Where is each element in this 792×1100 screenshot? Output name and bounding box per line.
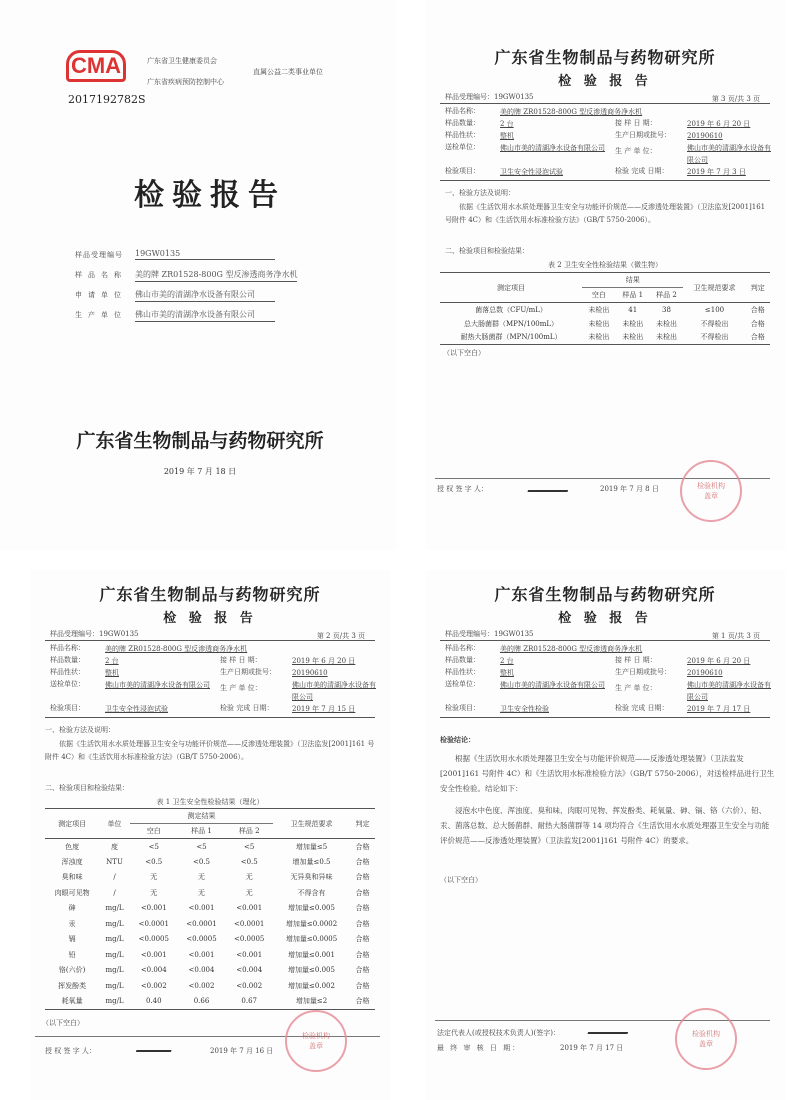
field-value: 美的牌 ZR01528-800G 型反渗透商务净水机 xyxy=(135,269,297,282)
section-2-heading: 二、检验项目和检验结果： xyxy=(45,784,129,792)
conclusion-para-1: 根据《生活饮用水水质处理器卫生安全与功能评价规范——反渗透处理装置》（卫法监发[2001]161 号附件 4C）和《生活饮用水标准检验方法》（GB/T 5750-2006），对送检样品进行卫生安全性检验。结论如下： xyxy=(440,754,775,793)
blank-note: （以下空白） xyxy=(42,1019,84,1027)
report-title: 检 验 报 告 xyxy=(558,74,652,89)
table-cell: 臭和味 xyxy=(61,873,83,882)
table-cell: mg/L xyxy=(105,966,124,975)
signature xyxy=(527,478,572,492)
field-label: 检验 完成 日期： xyxy=(615,704,669,712)
table-cell: 铬(六价) xyxy=(58,966,86,975)
cma-logo: CMA xyxy=(66,50,126,82)
header-cell: 测定结果 xyxy=(130,809,273,824)
report-title: 检 验 报 告 xyxy=(558,611,652,626)
table-cell: <0.0005 xyxy=(138,935,169,944)
table-cell: 镉 xyxy=(68,935,76,944)
field-value: 整机 xyxy=(500,132,514,140)
field-label: 检验 完成 日期： xyxy=(220,704,274,712)
accept-number: 样品受理编号：19GW0135 xyxy=(50,630,139,638)
blank-note: （以下空白） xyxy=(440,876,482,884)
divider xyxy=(440,103,770,104)
table-cell: <5 xyxy=(148,842,159,851)
institute-title: 广东省生物制品与药物研究所 xyxy=(494,585,716,604)
field-value: 2019 年 6 月 20 日 xyxy=(687,120,751,128)
header-cell: 卫生规范要求 xyxy=(290,819,333,828)
cover-page xyxy=(0,0,396,550)
stamp-text: 检验机构 xyxy=(692,1030,720,1038)
table-cell: 合格 xyxy=(355,919,370,928)
stamp-text: 检验机构 xyxy=(302,1032,330,1040)
table-cell: 色度 xyxy=(65,842,80,851)
section-1-heading: 一、检验方法及说明： xyxy=(45,726,115,734)
table-cell: 无 xyxy=(150,873,158,882)
section-1-heading: 一、检验方法及说明： xyxy=(445,189,515,197)
divider xyxy=(440,180,770,181)
cert-number: 2017192782S xyxy=(68,93,146,106)
table-cell: 未检出 xyxy=(588,319,610,328)
table-cell: <0.5 xyxy=(240,857,258,866)
table-cell: 不得检出 xyxy=(700,319,729,328)
table-row xyxy=(45,978,375,994)
cover-title: 检验报告 xyxy=(134,178,286,213)
table-cell: 砷 xyxy=(68,904,76,913)
field-value: 2019 年 6 月 20 日 xyxy=(292,657,356,665)
stamp-sub: 盖章 xyxy=(699,1040,713,1048)
table-cell: 增加量≤0.005 xyxy=(288,966,335,975)
table-cell: 合格 xyxy=(750,333,765,342)
signature xyxy=(136,1040,175,1052)
table-cell: 合格 xyxy=(355,873,370,882)
table-cell: 无 xyxy=(245,873,253,882)
table-cell: 38 xyxy=(662,305,671,314)
table-cell: 0.40 xyxy=(145,997,162,1005)
table-row xyxy=(45,994,375,1010)
table-cell: 未检出 xyxy=(588,333,610,342)
table-cell: mg/L xyxy=(105,950,124,959)
table-cell: 菌落总数（CFU/mL） xyxy=(475,305,547,314)
field-label: 接 样 日 期： xyxy=(220,656,262,664)
field-label: 样品名称： xyxy=(445,107,480,115)
header-cell: 卫生规范要求 xyxy=(693,283,736,292)
table-row xyxy=(45,870,375,886)
field-value: 佛山市美的清湖净水设备有限公司 xyxy=(687,144,771,164)
table-cell: <0.001 xyxy=(140,904,167,913)
table-cell: <0.001 xyxy=(236,950,263,959)
table-cell: 汞 xyxy=(68,919,76,928)
field-label: 样品名称： xyxy=(50,644,85,652)
table-cell: 合格 xyxy=(355,904,370,913)
table-cell: <0.001 xyxy=(236,904,263,913)
table-cell: NTU xyxy=(106,857,123,866)
sign-label: 法定代表人(或授权技术负责人)(签字)： xyxy=(437,1029,560,1037)
table-cell: <0.0005 xyxy=(186,935,217,944)
org-name-2: 广东省疾病预防控制中心 xyxy=(147,78,224,86)
table-row xyxy=(45,932,375,948)
table-cell: 无 xyxy=(197,888,205,897)
header-cell: 样品 2 xyxy=(656,291,677,299)
table-cell: 耐热大肠菌群（MPN/100mL） xyxy=(460,333,562,342)
accept-number: 样品受理编号：19GW0135 xyxy=(445,93,534,101)
field-label: 生 产 单 位： xyxy=(220,684,262,692)
sign-date: 2019 年 7 月 16 日 xyxy=(210,1047,274,1055)
header-cell: 样品 1 xyxy=(622,291,644,299)
field-value: 佛山市美的清湖净水设备有限公司 xyxy=(500,144,605,152)
field-value: 20190610 xyxy=(687,132,723,140)
sign-date: 2019 年 7 月 17 日 xyxy=(560,1044,624,1052)
table-cell: mg/L xyxy=(105,997,124,1005)
blank-note: （以下空白） xyxy=(443,349,485,357)
field-label: 生产日期或批号： xyxy=(220,668,276,676)
table-row xyxy=(440,331,770,345)
table-cell: <0.002 xyxy=(140,981,167,990)
field-label: 接 样 日 期： xyxy=(615,656,657,664)
field-label: 样品数量： xyxy=(445,656,480,664)
field-value: 佛山市美的清湖净水设备有限公司 xyxy=(135,309,275,322)
header-cell: 测定项目 xyxy=(58,819,87,828)
header-cell: 判定 xyxy=(750,283,765,292)
table-cell: 增加量≤0.0005 xyxy=(285,935,338,944)
table-cell: <0.5 xyxy=(192,857,210,866)
divider xyxy=(45,640,375,641)
header-cell: 样品 1 xyxy=(191,827,212,835)
table-cell: 合格 xyxy=(355,966,370,975)
table-cell: 增加量≤5 xyxy=(295,842,328,851)
table-row xyxy=(45,916,375,932)
header-cell: 样品 2 xyxy=(238,827,260,835)
table-cell: mg/L xyxy=(105,935,124,944)
cover-institute: 广东省生物制品与药物研究所 xyxy=(76,430,324,452)
stamp-sub: 盖章 xyxy=(309,1042,323,1050)
table-row xyxy=(45,947,375,963)
table-cell: 增加量≤2 xyxy=(295,997,328,1005)
divider xyxy=(45,717,375,718)
table-cell: 浑浊度 xyxy=(61,857,83,866)
section-2-heading: 二、检验项目和检验结果： xyxy=(445,247,529,255)
table-cell: 合格 xyxy=(355,997,370,1005)
table-row xyxy=(440,317,770,331)
table-cell: 无 xyxy=(245,888,253,897)
table-cell: <0.001 xyxy=(188,904,215,913)
field-value: 美的牌 ZR01528-800G 型反渗透商务净水机 xyxy=(105,645,248,653)
conclusion-para-2: 浸泡水中色度、浑浊度、臭和味、肉眼可见物、挥发酚类、耗氧量、砷、镉、铬（六价）、铅、汞、菌落总数、总大肠菌群、耐热大肠菌群等 14 项均符合《生活饮用水水质处理器卫生安全与功能评价规范——反渗透处理装置》（卫法监发[2001]161 号附件 4C）的要求。 xyxy=(440,806,770,845)
field-value: 美的牌 ZR01528-800G 型反渗透商务净水机 xyxy=(500,108,643,116)
report-title: 检 验 报 告 xyxy=(163,611,257,626)
table-title: 表 1 卫生安全性检验结果（理化） xyxy=(156,798,264,806)
table-row xyxy=(45,901,375,917)
table-row xyxy=(440,303,770,317)
divider xyxy=(440,717,770,718)
field-value: 2 台 xyxy=(500,120,514,128)
table-row xyxy=(45,854,375,870)
report-page-1 xyxy=(425,570,785,1100)
sign-date: 2019 年 7 月 8 日 xyxy=(600,485,659,493)
table-cell: 总大肠菌群（MPN/100mL） xyxy=(464,319,559,328)
table-cell: <0.0001 xyxy=(234,919,265,928)
inspection-stamp xyxy=(680,460,742,522)
method-text: 依据《生活饮用水水质处理器卫生安全与功能评价规范——反渗透处理装置》（卫法监发[2001]161 号附件 4C）和《生活饮用水标准检验方法》（GB/T 5750-2006）。 xyxy=(45,740,375,761)
table-cell: 增加量≤0.001 xyxy=(288,950,335,959)
field-label: 样品性状： xyxy=(445,668,480,676)
table-cell: 合格 xyxy=(750,319,765,328)
field-label: 样品数量： xyxy=(445,119,480,127)
stamp-sub: 盖章 xyxy=(704,492,718,500)
table-cell: 0.66 xyxy=(193,997,210,1005)
field-label: 送检单位： xyxy=(445,680,480,688)
field-value: 19GW0135 xyxy=(135,249,275,260)
table-cell: ≤100 xyxy=(704,305,725,314)
table-cell: <0.0005 xyxy=(234,935,265,944)
header-cell: 结果 xyxy=(582,273,683,288)
table-cell: 无异臭和异味 xyxy=(290,873,333,882)
report-page-2 xyxy=(30,570,390,1100)
field-label: 检验项目： xyxy=(445,167,480,175)
field-label: 样品名称： xyxy=(445,644,480,652)
conclusion-heading: 检验结论： xyxy=(440,735,475,744)
page-number: 第 2 页/共 3 页 xyxy=(316,632,365,640)
table-cell: 挥发酚类 xyxy=(58,981,87,990)
table-cell: 不得检出 xyxy=(700,333,729,342)
table-cell: 无 xyxy=(197,873,205,882)
divider xyxy=(440,640,770,641)
table-cell: 合格 xyxy=(355,935,370,944)
table-cell: 合格 xyxy=(355,842,370,851)
table-cell: 未检出 xyxy=(622,319,644,328)
field-value: 2019 年 7 月 15 日 xyxy=(292,705,356,713)
field-label: 检验 完成 日期： xyxy=(615,167,669,175)
field-value: 20190610 xyxy=(292,669,328,677)
field-label: 生产日期或批号： xyxy=(615,131,671,139)
table-cell: 未检出 xyxy=(622,333,644,342)
table-row xyxy=(45,885,375,901)
field-label: 生 产 单 位： xyxy=(615,684,657,692)
field-value: 2019 年 7 月 3 日 xyxy=(687,168,746,176)
header-cell: 空白 xyxy=(146,827,161,835)
table-cell: 不得含有 xyxy=(297,888,326,897)
table-cell: 合格 xyxy=(355,857,370,866)
inspection-stamp xyxy=(675,1008,737,1070)
page-number: 第 1 页/共 3 页 xyxy=(711,632,760,640)
stamp-text: 检验机构 xyxy=(697,482,725,490)
header-cell: 空白 xyxy=(591,291,606,299)
institute-title: 广东省生物制品与药物研究所 xyxy=(494,48,716,67)
signature xyxy=(587,1020,632,1034)
table-cell: 未检出 xyxy=(656,333,677,342)
method-text: 依据《生活饮用水水质处理器卫生安全与功能评价规范——反渗透处理装置》（卫法监发[2001]161 号附件 4C）和《生活饮用水标准检验方法》（GB/T 5750-2006）。 xyxy=(445,203,766,224)
table-cell: 合格 xyxy=(355,888,370,897)
table-title: 表 2 卫生安全性检验结果（微生物） xyxy=(548,261,662,269)
report-page-3 xyxy=(425,0,785,550)
table-row xyxy=(45,839,375,855)
field-value: 2 台 xyxy=(105,657,119,665)
table-cell: / xyxy=(113,873,116,882)
table-cell: mg/L xyxy=(105,981,124,990)
field-label: 生产单位 xyxy=(75,311,127,319)
field-value: 2019 年 7 月 17 日 xyxy=(687,705,751,713)
table-cell: / xyxy=(113,888,116,897)
header-cell: 测定项目 xyxy=(497,283,525,292)
field-label: 送检单位： xyxy=(50,680,85,688)
table-cell: <0.5 xyxy=(145,857,163,866)
table-cell: 41 xyxy=(628,305,638,314)
table-cell: <0.004 xyxy=(188,966,215,975)
sign-label: 授 权 签 字 人： xyxy=(437,485,488,493)
field-label: 生 产 单 位： xyxy=(615,147,657,155)
table-header-row xyxy=(45,809,375,824)
table-cell: <5 xyxy=(196,842,207,851)
field-value: 美的牌 ZR01528-800G 型反渗透商务净水机 xyxy=(500,645,643,653)
table-cell: mg/L xyxy=(105,919,124,928)
field-value: 2 台 xyxy=(500,657,514,665)
field-label: 检验项目： xyxy=(50,704,85,712)
table-cell: 增加量≤0.002 xyxy=(288,981,335,990)
org-name-1: 广东省卫生健康委员会 xyxy=(147,57,217,65)
table-cell: <5 xyxy=(244,842,255,851)
inspection-stamp xyxy=(285,1010,347,1072)
header-cell: 判定 xyxy=(355,819,370,828)
field-value: 整机 xyxy=(500,669,514,677)
table-cell: 增加量≤0.005 xyxy=(288,904,335,913)
field-label: 接 样 日 期： xyxy=(615,119,657,127)
table-cell: 0.67 xyxy=(241,997,257,1005)
results-table xyxy=(45,808,375,1010)
field-value: 2019 年 6 月 20 日 xyxy=(687,657,751,665)
field-value: 佛山市美的清湖净水设备有限公司 xyxy=(687,681,771,701)
field-label: 样品名称 xyxy=(75,271,127,279)
field-label: 样品性状： xyxy=(445,131,480,139)
review-label: 最 终 审 核 日 期： xyxy=(437,1044,522,1052)
field-value: 卫生安全性检验 xyxy=(500,705,549,713)
field-value: 整机 xyxy=(105,669,119,677)
table-cell: <0.002 xyxy=(236,981,263,990)
header-cell: 单位 xyxy=(107,819,122,828)
field-label: 送检单位： xyxy=(445,143,480,151)
table-cell: <0.0001 xyxy=(186,919,217,928)
table-cell: <0.002 xyxy=(188,981,215,990)
table-cell: 未检出 xyxy=(656,319,677,328)
field-value: 佛山市美的清湖净水设备有限公司 xyxy=(292,681,376,701)
institute-title: 广东省生物制品与药物研究所 xyxy=(99,585,321,604)
table-cell: 合格 xyxy=(355,950,370,959)
table-row xyxy=(45,963,375,979)
field-value: 佛山市美的清湖净水设备有限公司 xyxy=(500,681,605,689)
table-cell: 增加量≤0.0002 xyxy=(285,919,338,928)
field-value: 20190610 xyxy=(687,669,723,677)
field-label: 样品数量： xyxy=(50,656,85,664)
table-cell: <0.004 xyxy=(236,966,263,975)
field-value: 佛山市美的清湖净水设备有限公司 xyxy=(135,289,275,302)
table-cell: 度 xyxy=(111,842,119,851)
field-value: 卫生安全性浸泡试验 xyxy=(105,705,168,713)
table-cell: 无 xyxy=(150,888,158,897)
results-table xyxy=(440,272,770,345)
field-label: 申请单位 xyxy=(75,291,127,299)
table-cell: 合格 xyxy=(750,305,765,314)
accept-number: 样品受理编号：19GW0135 xyxy=(445,630,534,638)
table-cell: <0.001 xyxy=(140,950,167,959)
field-value: 佛山市美的清湖净水设备有限公司 xyxy=(105,681,210,689)
table-cell: 增加量≤0.5 xyxy=(292,857,331,866)
cover-date: 2019 年 7 月 18 日 xyxy=(163,467,237,476)
field-label: 生产日期或批号： xyxy=(615,668,671,676)
sign-label: 授 权 签 字 人： xyxy=(45,1047,96,1055)
table-cell: 未检出 xyxy=(588,305,610,314)
field-label: 检验项目： xyxy=(445,704,480,712)
table-cell: <0.001 xyxy=(188,950,215,959)
field-value: 卫生安全性浸泡试验 xyxy=(500,168,563,176)
field-label: 样品性状： xyxy=(50,668,85,676)
table-cell: <0.004 xyxy=(140,966,167,975)
table-header-row xyxy=(440,273,770,288)
table-cell: <0.0001 xyxy=(138,919,169,928)
org-type: 直属公益二类事业单位 xyxy=(253,68,323,76)
page-number: 第 3 页/共 3 页 xyxy=(711,95,760,103)
table-cell: mg/L xyxy=(105,904,124,913)
table-cell: 合格 xyxy=(355,981,370,990)
table-cell: 肉眼可见物 xyxy=(54,888,90,897)
table-cell: 铅 xyxy=(68,950,76,959)
table-cell: 耗氧量 xyxy=(61,997,83,1005)
field-label: 样品受理编号 xyxy=(75,251,123,259)
